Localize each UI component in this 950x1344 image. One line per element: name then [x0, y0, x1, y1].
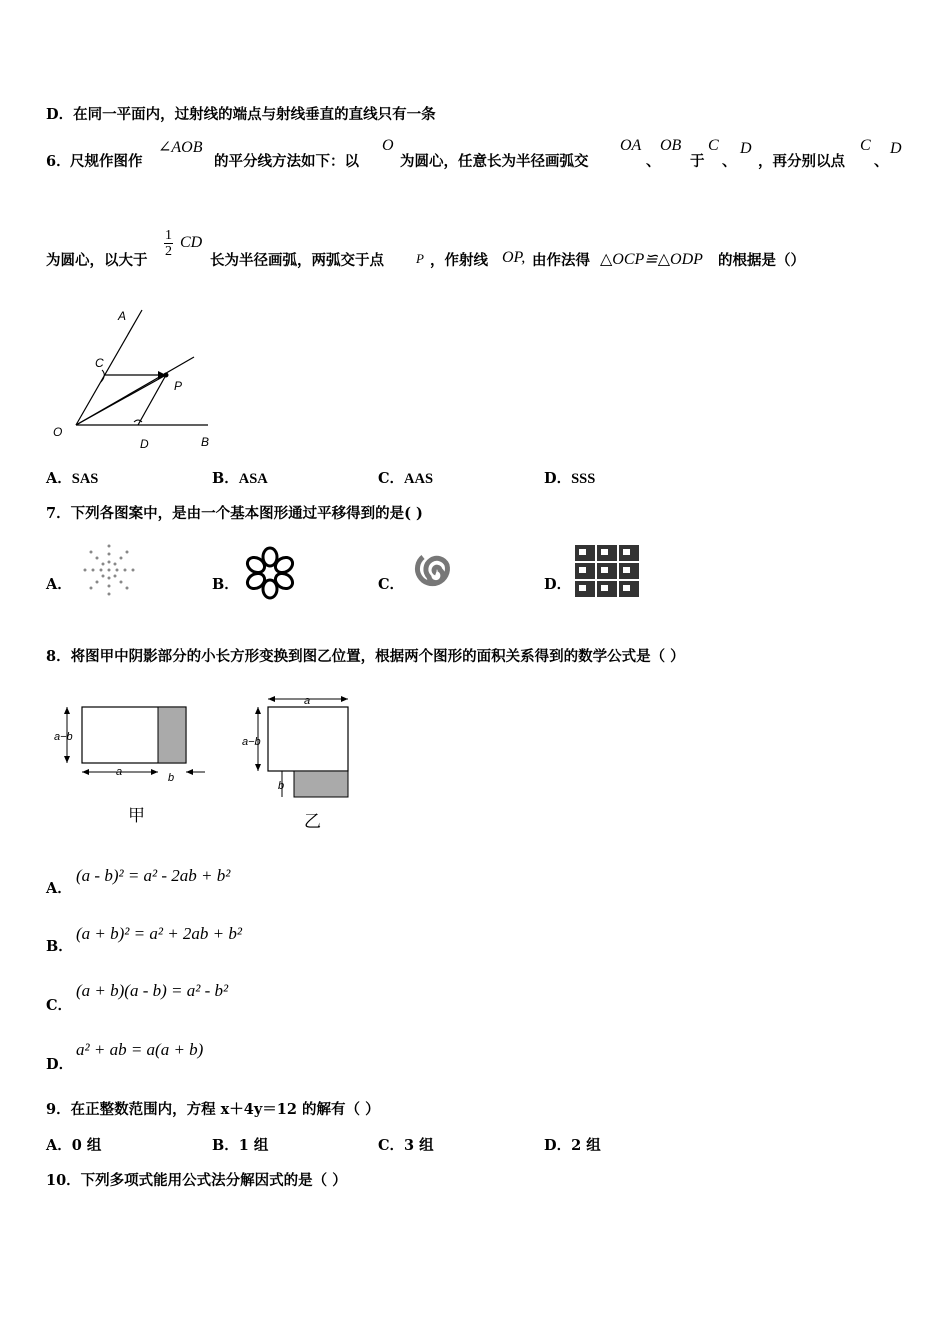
option-label: D．	[544, 576, 572, 593]
q6-text: 由作法得	[532, 252, 590, 269]
math-p: P	[416, 251, 424, 266]
option-label: B．	[212, 470, 239, 487]
math-angle-aob: ∠AOB	[158, 139, 203, 156]
q9-option-c[interactable]	[378, 1134, 434, 1155]
q8-option-d-formula: a² + ab = a(a + b)	[76, 1040, 204, 1059]
q6-text: 的平分线方法如下：以	[214, 153, 359, 170]
q8-option-c-label[interactable]: C．	[46, 997, 73, 1014]
option-value: 1 组	[238, 1137, 269, 1154]
label-b: b	[168, 772, 175, 784]
label-d: D	[140, 437, 149, 451]
ray-oa	[76, 310, 142, 425]
q7-option-c[interactable]	[378, 573, 404, 594]
label-side: a−b	[54, 731, 73, 743]
math-c: C	[860, 137, 871, 154]
label-b: b	[278, 780, 285, 792]
q6-text: 、	[722, 153, 737, 170]
shaded-rect	[294, 771, 348, 797]
math-o: O	[382, 137, 394, 154]
q8-option-a-formula: (a - b)² = a² - 2ab + b²	[76, 866, 231, 885]
option-value: AAS	[404, 471, 434, 487]
fraction-half	[164, 228, 173, 259]
q6-number: 6．	[46, 153, 71, 170]
q9-option-b[interactable]	[212, 1134, 268, 1155]
tiled-squares-icon	[574, 544, 640, 598]
option-value: SAS	[71, 471, 99, 487]
q10-stem: 10．下列多项式能用公式法分解因式的是（ ）	[46, 1172, 347, 1189]
option-label: C．	[378, 1137, 405, 1154]
option-value: SSS	[571, 471, 596, 487]
q6-text: 为圆心，任意长为半径画弧交	[400, 153, 589, 170]
spiral-shell-icon	[408, 543, 464, 599]
q6-option-a[interactable]	[46, 467, 98, 488]
rect-top	[268, 707, 348, 771]
q8-option-d-label[interactable]: D．	[46, 1056, 74, 1073]
q6-text: ，作射线	[430, 252, 488, 269]
option-value: 3 组	[404, 1137, 434, 1154]
math-congruence: △OCP≌△ODP	[600, 251, 703, 268]
option-label: C．	[378, 576, 405, 593]
q7-option-b[interactable]	[212, 573, 239, 594]
option-label: C．	[378, 470, 405, 487]
q8-option-a-label[interactable]: A．	[46, 880, 72, 897]
math-d: D	[890, 140, 902, 157]
option-label: B．	[212, 1137, 239, 1154]
q7-stem: 7．下列各图案中，是由一个基本图形通过平移得到的是( )	[46, 505, 423, 522]
q6-text: 为圆心，以大于	[46, 252, 148, 269]
flower-hexagon-icon	[240, 545, 300, 601]
label-p: P	[174, 379, 183, 393]
snowflake-dots-icon	[76, 540, 142, 600]
option-label: D．	[544, 470, 572, 487]
caption-jia: 甲	[128, 806, 145, 825]
q6-text: 、	[874, 153, 889, 170]
fraction-numerator: 1	[165, 228, 172, 243]
q6-text: 于	[690, 153, 705, 170]
q7-option-a[interactable]	[46, 573, 72, 594]
label-c: C	[95, 356, 104, 370]
option-value: 2 组	[571, 1137, 601, 1154]
q9-option-d[interactable]	[544, 1134, 601, 1155]
q6-option-d[interactable]	[544, 467, 595, 488]
option-label: A．	[46, 576, 72, 593]
label-o: O	[53, 425, 63, 439]
math-d: D	[740, 140, 752, 157]
label-a: A	[118, 309, 127, 323]
q6-text: 、	[646, 153, 661, 170]
option-text: 在同一平面内，过射线的端点与射线垂直的直线只有一条	[73, 106, 436, 123]
q6-option-b[interactable]	[212, 467, 268, 488]
label-side: a−b	[242, 736, 261, 748]
math-oa: OA	[620, 137, 642, 154]
math-c: C	[708, 137, 719, 154]
option-label: D．	[544, 1137, 572, 1154]
point-p	[164, 373, 169, 378]
q8-option-c-formula: (a + b)(a - b) = a² - b²	[76, 981, 229, 1000]
option-label: A．	[46, 1137, 72, 1154]
q8-stem: 8．将图甲中阴影部分的小长方形变换到图乙位置，根据两个图形的面积关系得到的数学公式是（ ）	[46, 648, 685, 665]
q9-stem: 9．在正整数范围内，方程 x＋4y＝12 的解有（ ）	[46, 1101, 380, 1118]
shaded-rect	[158, 707, 186, 763]
q5-option-d[interactable]	[46, 103, 436, 124]
q7-option-d[interactable]	[544, 573, 571, 594]
label-a: a	[304, 695, 311, 707]
q6-text: 尺规作图作	[70, 153, 143, 170]
q6-text: 长为半径画弧，两弧交于点	[210, 252, 384, 269]
math-ob: OB	[660, 137, 682, 154]
q8-option-b-label[interactable]: B．	[46, 938, 73, 955]
option-label: B．	[212, 576, 239, 593]
option-value: 0 组	[71, 1137, 102, 1154]
option-label: D．	[46, 106, 74, 123]
label-a: a	[116, 766, 123, 778]
q6-option-c[interactable]	[378, 467, 433, 488]
label-b: B	[201, 435, 210, 449]
q8-option-b-formula: (a + b)² = a² + 2ab + b²	[76, 924, 242, 943]
angle-bisector-figure	[46, 300, 226, 455]
math-op: OP,	[502, 249, 526, 266]
option-label: A．	[46, 470, 72, 487]
option-value: ASA	[238, 471, 268, 487]
q9-option-a[interactable]	[46, 1134, 101, 1155]
q6-text: 的根据是（）	[718, 252, 805, 269]
caption-yi: 乙	[304, 812, 321, 831]
fraction-denominator: 2	[165, 244, 172, 259]
figure-jia	[50, 695, 220, 835]
math-cd: CD	[180, 234, 203, 251]
q6-text: ，再分别以点	[758, 153, 845, 170]
figure-yi	[238, 685, 368, 835]
